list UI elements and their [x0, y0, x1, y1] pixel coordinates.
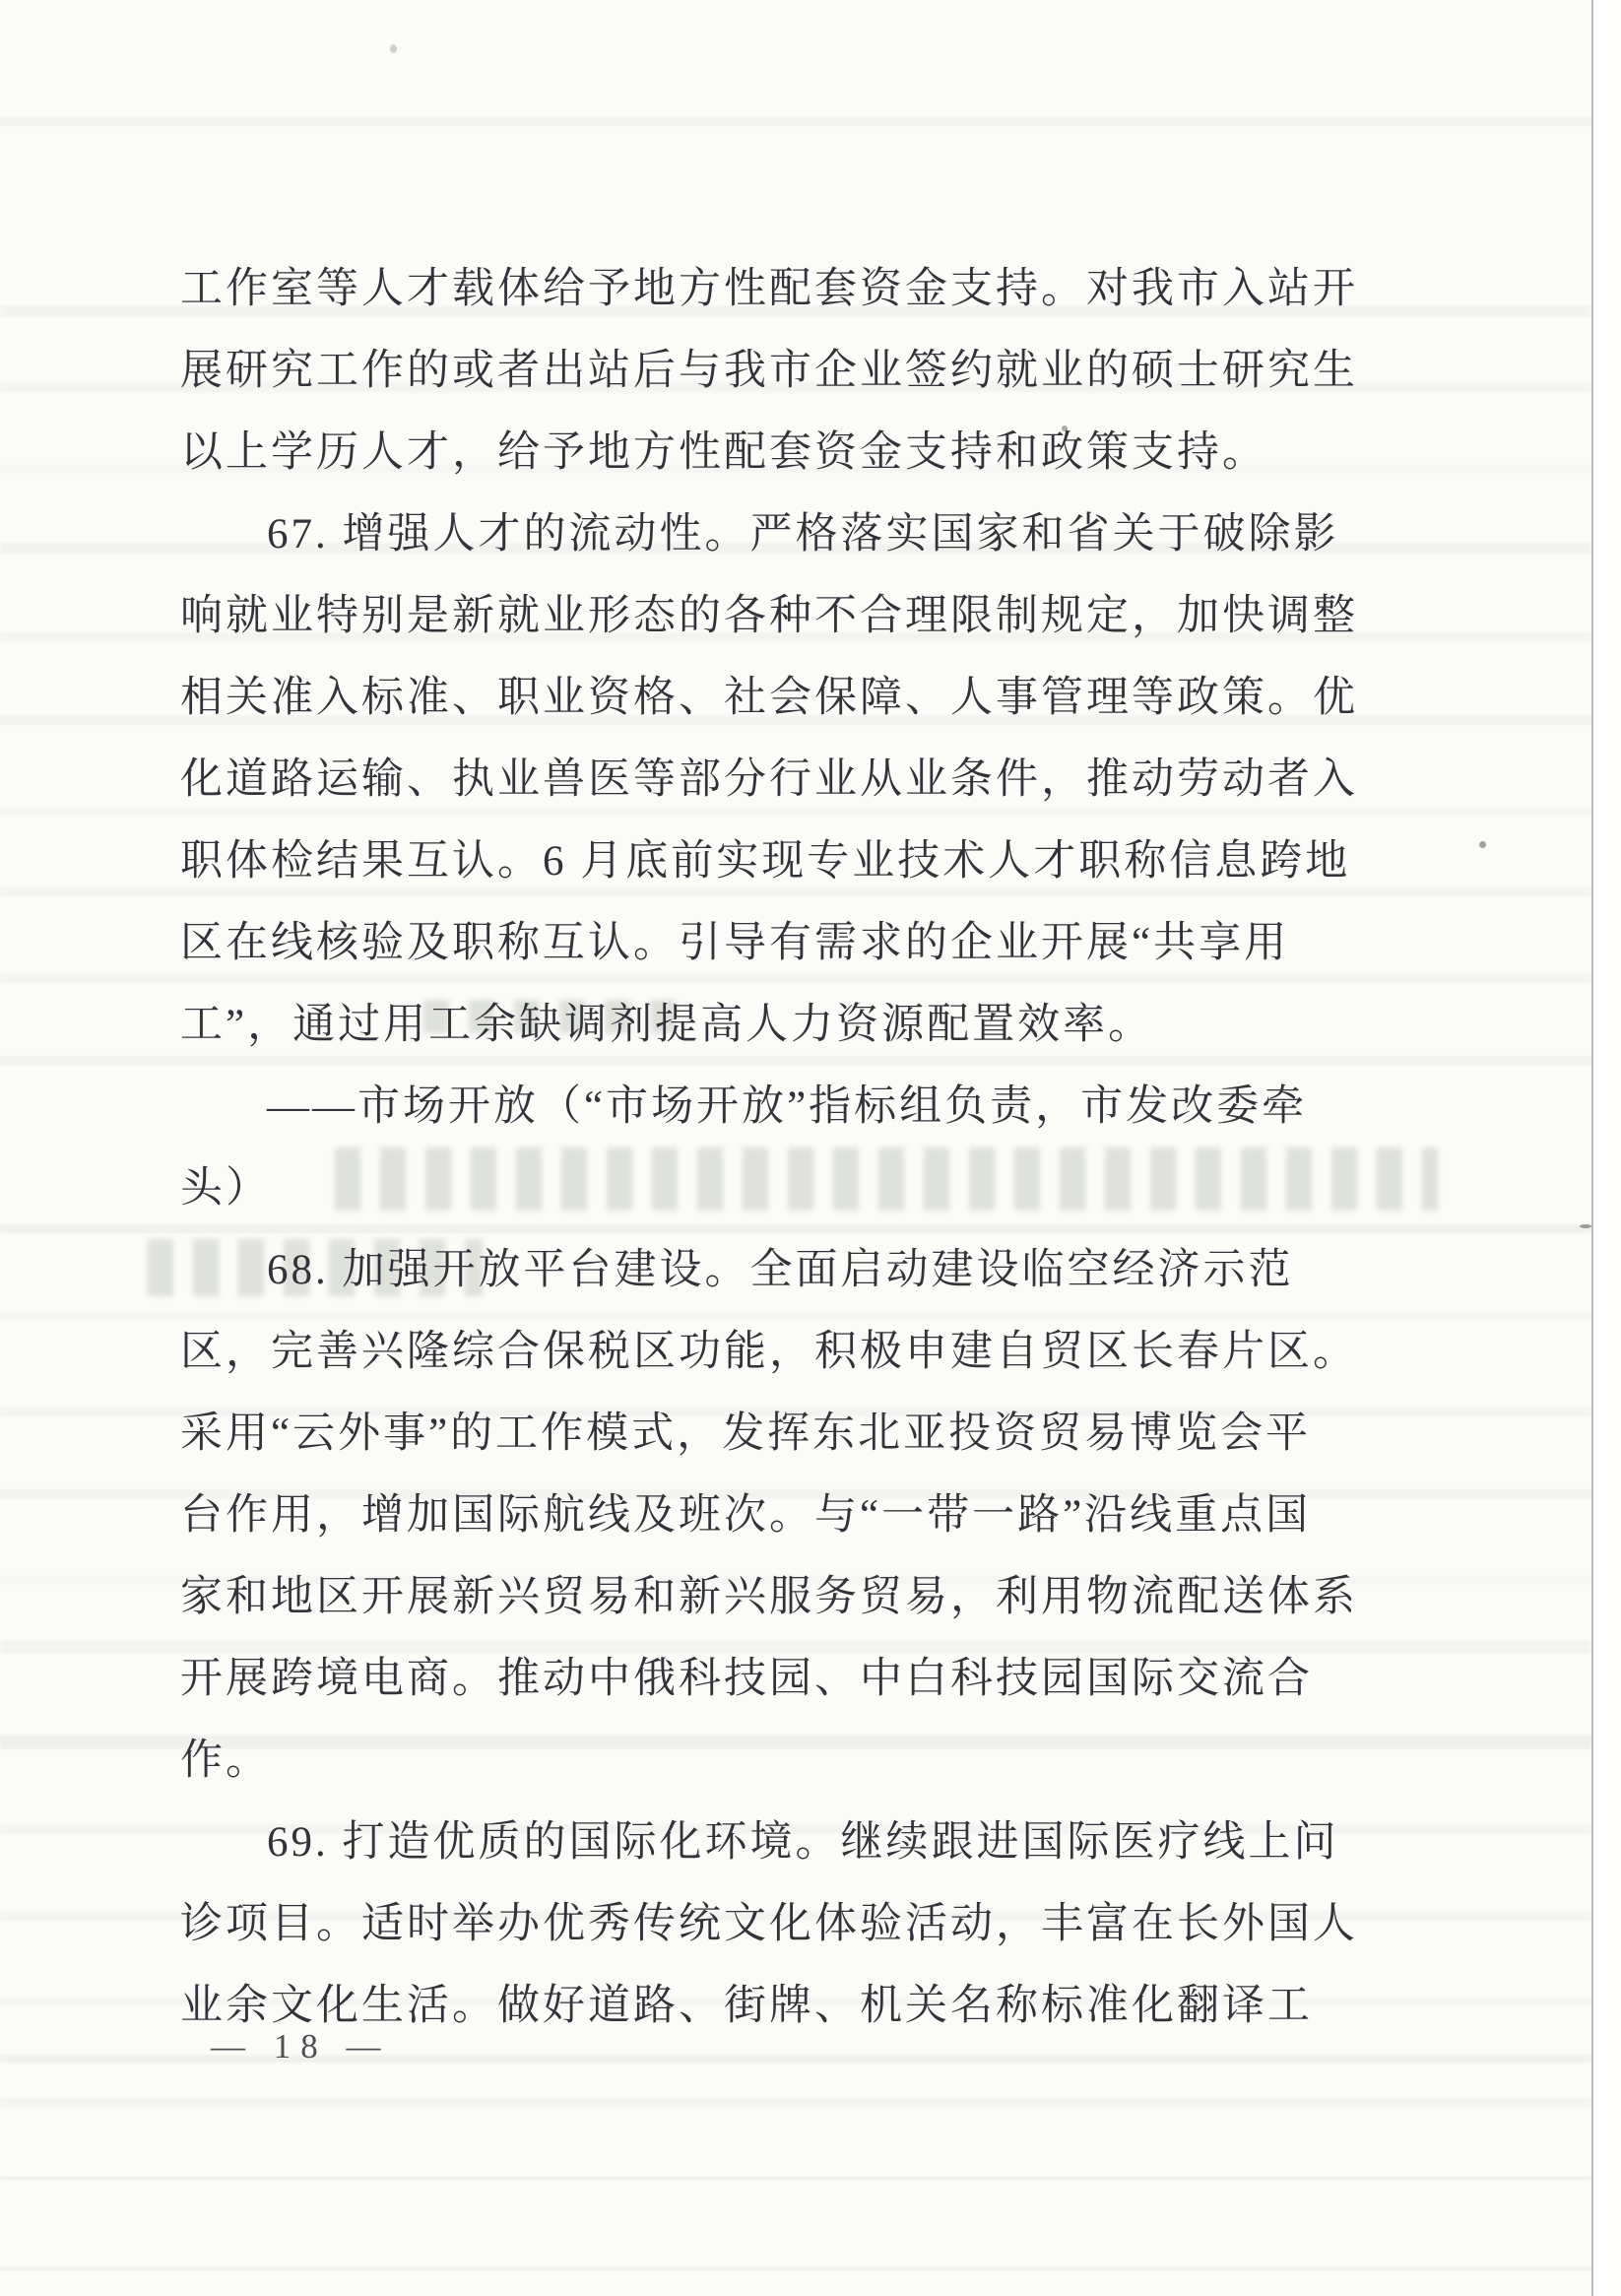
scan-speck: [390, 44, 397, 53]
edge-color-streak: [1593, 1665, 1621, 1667]
text-line: 区，完善兴隆综合保税区功能，积极申建自贸区长春片区。: [180, 1329, 1358, 1375]
text-line: 采用“云外事”的工作模式，发挥东北亚投资贸易博览会平: [180, 1410, 1312, 1457]
edge-color-streak: [1593, 225, 1621, 227]
edge-color-streak: [1593, 207, 1621, 209]
edge-color-streak: [1593, 1243, 1621, 1246]
page-number: — 18 —: [211, 2027, 391, 2066]
edge-color-streak: [1593, 1857, 1621, 1862]
page-edge-line: [1591, 0, 1593, 2296]
edge-color-streak: [1593, 1916, 1621, 1919]
edge-color-streak: [1593, 376, 1621, 379]
document-text-block: [180, 248, 1431, 2047]
bleed-band: [0, 2267, 1591, 2270]
edge-color-streak: [1593, 1276, 1621, 1278]
edge-color-streak: [1593, 2262, 1621, 2264]
scan-speck: [1479, 841, 1486, 848]
edge-color-streak: [1593, 1229, 1621, 1233]
text-line: 以上学历人才，给予地方性配套资金支持和政策支持。: [180, 429, 1267, 476]
edge-color-streak: [1593, 360, 1621, 363]
text-line: 相关准入标准、职业资格、社会保障、人事管理等政策。优: [180, 675, 1358, 721]
bleed-band: [0, 2098, 1591, 2108]
edge-color-streak: [1593, 1757, 1621, 1761]
edge-color-streak: [1593, 254, 1621, 256]
edge-color-streak: [1593, 389, 1621, 391]
edge-color-streak: [1593, 364, 1621, 367]
bleed-band: [0, 116, 1591, 126]
edge-color-streak: [1593, 463, 1621, 465]
edge-color-streak: [1593, 2277, 1621, 2281]
edge-color-streak: [1593, 1763, 1621, 1766]
edge-color-streak: [1593, 1800, 1621, 1803]
edge-color-streak: [1593, 1783, 1621, 1785]
edge-color-streak: [1593, 1805, 1621, 1807]
edge-color-streak: [1593, 1820, 1621, 1822]
edge-color-streak: [1593, 1287, 1621, 1289]
edge-color-streak: [1593, 1197, 1621, 1199]
text-line: 家和地区开展新兴贸易和新兴服务贸易，利用物流配送体系: [180, 1574, 1358, 1620]
edge-color-streak: [1593, 1300, 1621, 1303]
edge-color-streak: [1593, 329, 1621, 332]
text-line: 工作室等人才载体给予地方性配套资金支持。对我市入站开: [180, 266, 1358, 312]
edge-color-streak: [1593, 291, 1621, 294]
text-line: 展研究工作的或者出站后与我市企业签约就业的硕士研究生: [180, 348, 1358, 394]
edge-color-streak: [1593, 1985, 1621, 1987]
edge-color-streak: [1593, 340, 1621, 344]
text-line: 台作用，增加国际航线及班次。与“一带一路”沿线重点国: [180, 1492, 1312, 1539]
edge-color-streak: [1593, 1729, 1621, 1731]
text-line: 响就业特别是新就业形态的各种不合理限制规定，加快调整: [180, 593, 1358, 639]
edge-color-streak: [1593, 1933, 1621, 1935]
text-line-item-69: 69. 打造优质的国际化环境。继续跟进国际医疗线上问: [267, 1819, 1339, 1866]
edge-color-streak: [1593, 1672, 1621, 1673]
edge-color-streak: [1593, 184, 1621, 187]
edge-color-streak: [1593, 1146, 1621, 1148]
text-line: 业余文化生活。做好道路、街牌、机关名称标准化翻译工: [180, 1983, 1313, 2029]
edge-color-streak: [1593, 1172, 1621, 1175]
edge-color-streak: [1593, 323, 1621, 327]
text-line: 化道路运输、执业兽医等部分行业从业条件，推动劳动者入: [180, 756, 1358, 803]
scan-margin-strip: [1593, 0, 1621, 2296]
edge-color-streak: [1593, 1236, 1621, 1240]
edge-color-streak: [1593, 167, 1621, 169]
text-line-item-67: 67. 增强人才的流动性。严格落实国家和省关于破除影: [267, 511, 1339, 558]
edge-color-streak: [1593, 239, 1621, 242]
edge-color-streak: [1593, 135, 1621, 138]
edge-color-streak: [1593, 1921, 1621, 1924]
text-line: 头）: [180, 1165, 271, 1212]
edge-color-streak: [1593, 1717, 1621, 1719]
edge-color-streak: [1593, 1179, 1621, 1182]
text-line: 开展跨境电商。推动中俄科技园、中白科技园国际交流合: [180, 1656, 1313, 1702]
edge-color-streak: [1593, 1657, 1621, 1659]
edge-color-streak: [1593, 1846, 1621, 1851]
edge-color-streak: [1593, 1692, 1621, 1695]
bleed-band: [0, 2177, 1591, 2180]
edge-color-streak: [1593, 1698, 1621, 1701]
edge-color-streak: [1593, 1130, 1621, 1132]
text-line: 作。: [180, 1738, 271, 1784]
edge-color-streak: [1593, 368, 1621, 371]
edge-color-streak: [1593, 94, 1621, 97]
text-line: 区在线核验及职称互认。引导有需求的企业开展“共享用: [180, 920, 1290, 966]
text-line-item-68: 68. 加强开放平台建设。全面启动建设临空经济示范: [267, 1247, 1294, 1293]
edge-color-streak: [1593, 1312, 1621, 1314]
edge-color-streak: [1593, 1748, 1621, 1752]
edge-color-streak: [1593, 317, 1621, 320]
edge-color-streak: [1593, 1840, 1621, 1845]
text-line: 诊项目。适时举办优秀传统文化体验活动，丰富在长外国人: [180, 1901, 1358, 1947]
text-line: 工”，通过用工余缺调剂提高人力资源配置效率。: [180, 1002, 1154, 1048]
edge-color-streak: [1593, 406, 1621, 408]
edge-color-streak: [1593, 276, 1621, 279]
edge-color-streak: [1593, 1251, 1621, 1254]
edge-color-streak: [1593, 1904, 1621, 1906]
edge-color-streak: [1593, 347, 1621, 352]
edge-color-streak: [1593, 1852, 1621, 1856]
text-line: 职体检结果互认。6 月底前实现专业技术人才职称信息跨地: [180, 838, 1351, 885]
text-line-market-open-heading: ——市场开放（“市场开放”指标组负责，市发改委牵: [267, 1083, 1308, 1130]
edge-color-streak: [1593, 1264, 1621, 1268]
edge-color-streak: [1593, 1937, 1621, 1939]
scan-speck: [1580, 1224, 1591, 1228]
edge-color-streak: [1593, 428, 1621, 430]
edge-color-streak: [1593, 353, 1621, 359]
edge-color-streak: [1593, 1873, 1621, 1876]
edge-color-streak: [1593, 1862, 1621, 1866]
edge-color-streak: [1593, 1773, 1621, 1777]
